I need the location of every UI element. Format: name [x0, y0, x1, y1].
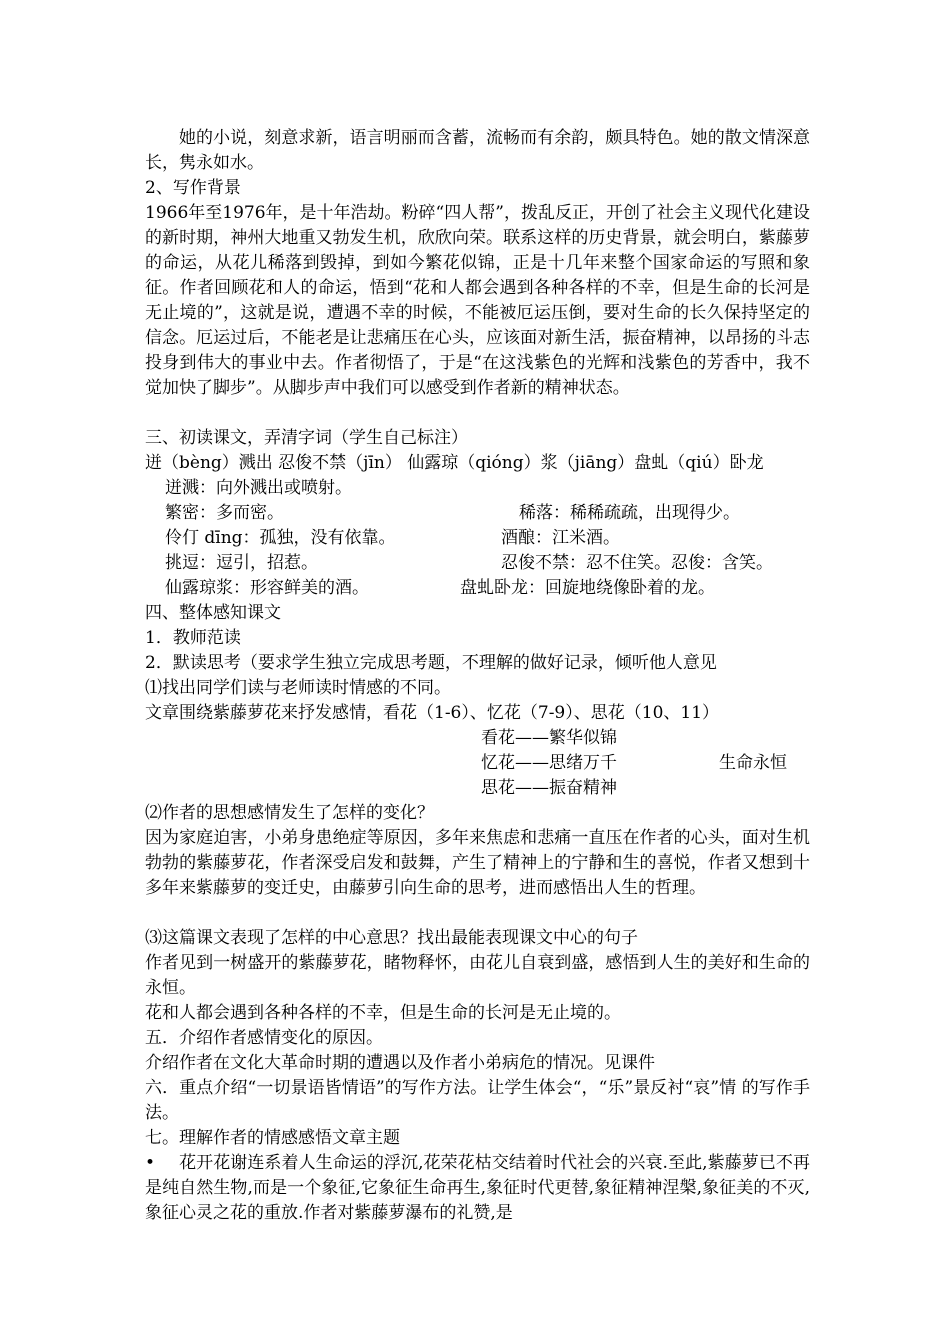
vocabulary-definition: 稀落：稀稀疏疏，出现得少。	[519, 503, 740, 523]
background-paragraph: 1966年至1976年，是十年浩劫。粉碎“四人帮”，拨乱反正，开创了社会主义现代化建设的新时期，神州大地重又勃发生机，欣欣向荣。联系这样的历史背景，就会明白，紫藤萝的命运，从花儿稀落到毁掉，到如今繁花似锦，正是十几年来整个国家命运的写照和象征。作者回顾花和人的命运，悟到“花和人都会遇到各种各样的不幸，但是生命的长河是无止境的”，这就是说，遭遇不幸的时候，不能被厄运压倒，要对生命的长久保持坚定的信念。厄运过后，不能老是让悲痛压在心头，应该面对新生活，振奋精神，以昂扬的斗志投身到伟大的事业中去。作者彻悟了，于是“在这浅紫色的光辉和浅紫色的芳香中，我不觉加快了脚步”。从脚步声中我们可以感受到作者新的精神状态。	[145, 203, 810, 398]
section-7-paragraph	[145, 1151, 810, 1226]
heading-section-5: 五．介绍作者感情变化的原因。	[145, 1028, 383, 1048]
question-1: ⑴找出同学们读与老师读时情感的不同。	[145, 678, 451, 698]
structure-think-flower: 思花——振奋精神	[481, 778, 617, 798]
question-3-answer: 作者见到一树盛开的紫藤萝花，睹物释怀，由花儿自衰到盛，感悟到人生的美好和生命的永恒。	[145, 953, 810, 998]
vocabulary-definition: 繁密：多而密。	[165, 503, 284, 523]
question-2: ⑵作者的思想感情发生了怎样的变化？	[145, 803, 434, 823]
vocabulary-definition: 忍俊不禁：忍不住笑。忍俊：含笑。	[501, 553, 773, 573]
intro-paragraph: 她的小说，刻意求新，语言明丽而含蓄，流畅而有余韵，颇具特色。她的散文情深意长，隽永如水。	[145, 128, 810, 173]
heading-vocabulary: 三、初读课文，弄清字词（学生自己标注）	[145, 428, 468, 448]
vocabulary-definition: 酒酿：江米酒。	[501, 528, 620, 548]
structure-recall-flower: 忆花——思绪万千	[481, 753, 617, 773]
vocabulary-definition: 仙露琼浆：形容鲜美的酒。	[165, 578, 369, 598]
section-5-text: 介绍作者在文化大革命时期的遭遇以及作者小弟病危的情况。见课件	[145, 1053, 655, 1073]
vocabulary-definition: 迸溅：向外溅出或喷射。	[165, 478, 352, 498]
heading-section-7: 七。理解作者的情感感悟文章主题	[145, 1128, 400, 1148]
section-7-text: 花开花谢连系着人生命运的浮沉,花荣花枯交结着时代社会的兴衰.至此,紫藤萝已不再是纯自然生物,而是一个象征,它象征生命再生,象征时代更替,象征精神涅槃,象征美的不灭,象征心灵之花的重放.作者对紫藤萝瀑布的礼赞,是	[145, 1153, 810, 1223]
question-2-answer: 因为家庭迫害，小弟身患绝症等原因，多年来焦虑和悲痛一直压在作者的心头，面对生机勃勃的紫藤萝花，作者深受启发和鼓舞，产生了精神上的宁静和生的喜悦，作者又想到十多年来紫藤萝的变迁史，由藤萝引向生命的思考，进而感悟出人生的哲理。	[145, 828, 810, 898]
list-item-silent-reading: 2．默读思考（要求学生独立完成思考题，不理解的做好记录，倾听他人意见	[145, 653, 717, 673]
structure-life-eternal: 生命永恒	[719, 753, 787, 773]
structure-look-flower: 看花——繁华似锦	[481, 728, 617, 748]
vocabulary-pinyin-line: 迸（bèng）溅出 忍俊不禁（jīn） 仙露琼（qióng）浆（jiāng）盘虬（qiú）卧龙	[145, 453, 764, 473]
vocabulary-definition: 挑逗：逗引，招惹。	[165, 553, 318, 573]
central-sentence: 花和人都会遇到各种各样的不幸，但是生命的长河是无止境的。	[145, 1003, 621, 1023]
bullet-mark: •	[145, 1153, 156, 1173]
vocabulary-definition: 盘虬卧龙：回旋地绕像卧着的龙。	[460, 578, 715, 598]
heading-writing-background: 2、写作背景	[145, 178, 241, 198]
heading-section-6: 六．重点介绍“一切景语皆情语”的写作方法。让学生体会“，“乐”景反衬“哀”情 的写作手法。	[145, 1078, 810, 1123]
list-item-teacher-reading: 1．教师范读	[145, 628, 241, 648]
vocabulary-definition: 伶仃 dīng：孤独，没有依靠。	[165, 528, 396, 548]
question-3: ⑶这篇课文表现了怎样的中心意思？找出最能表现课文中心的句子	[145, 928, 638, 948]
question-1-answer: 文章围绕紫藤萝花来抒发感情，看花（1-6）、忆花（7-9）、思花（10、11）	[145, 703, 720, 723]
heading-overall-perception: 四、整体感知课文	[145, 603, 281, 623]
